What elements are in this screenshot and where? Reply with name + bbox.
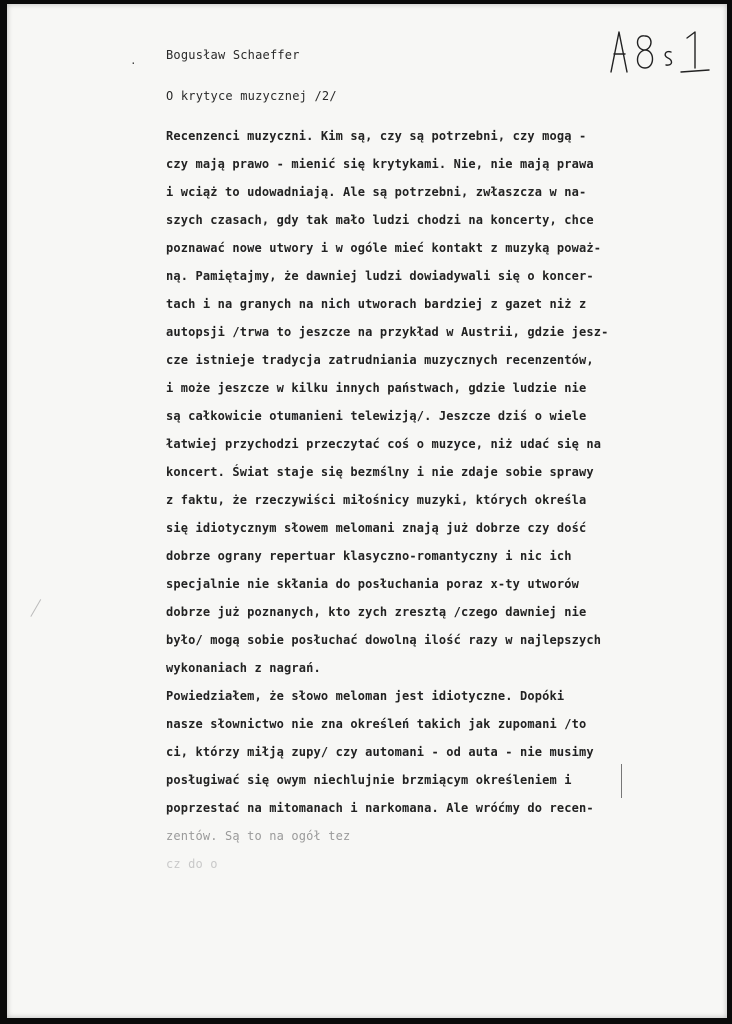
text-line: Recenzenci muzyczni. Kim są, czy są potrzebni, czy mogą -: [166, 129, 587, 143]
text-line: łatwiej przychodzi przeczytać coś o muzyce, niż udać się na: [166, 437, 602, 451]
text-line: cze istnieje tradycja zatrudniania muzycznych recenzentów,: [166, 353, 594, 367]
text-line: szych czasach, gdy tak mało ludzi chodzi na koncerty, chce: [166, 213, 594, 227]
handwritten-annotation-icon: [605, 24, 715, 79]
text-line: poprzestać na mitomanach i narkomana. Ale wróćmy do recen-: [166, 801, 594, 815]
text-line: się idiotycznym słowem melomani znają już dobrze czy dość: [166, 521, 587, 535]
text-line-faded: zentów. Są to na ogół tez: [166, 829, 351, 843]
text-line: specjalnie nie skłania do posłuchania poraz x-ty utworów: [166, 577, 579, 591]
text-line: poznawać nowe utwory i w ogóle mieć kontakt z muzyką poważ-: [166, 241, 602, 255]
body-text: [166, 122, 706, 878]
text-line: są całkowicie otumanieni telewizją/. Jeszcze dziś o wiele: [166, 409, 587, 423]
pencil-mark: [621, 764, 622, 798]
text-line: wykonaniach z nagrań.: [166, 661, 321, 675]
text-line: z faktu, że rzeczywiści miłośnicy muzyki, których określa: [166, 493, 587, 507]
text-line: Powiedziałem, że słowo meloman jest idiotyczne. Dopóki: [166, 689, 565, 703]
author-line: Bogusław Schaeffer: [166, 48, 300, 62]
document-page: [7, 4, 727, 1018]
text-line: i wciąż to udowadniają. Ale są potrzebni, zwłaszcza w na-: [166, 185, 587, 199]
text-line: nasze słownictwo nie zna określeń takich jak zupomani /to: [166, 717, 587, 731]
text-line: posługiwać się owym niechlujnie brzmiącym określeniem i: [166, 773, 572, 787]
text-line: dobrze już poznanych, kto zych zresztą /czego dawniej nie: [166, 605, 587, 619]
text-line: było/ mogą sobie posłuchać dowolną ilość razy w najlepszych: [166, 633, 602, 647]
text-line: dobrze ograny repertuar klasyczno-romantyczny i nic ich: [166, 549, 572, 563]
text-line: autopsji /trwa to jeszcze na przykład w Austrii, gdzie jesz-: [166, 325, 609, 339]
text-line: czy mają prawo - mienić się krytykami. Nie, nie mają prawa: [166, 157, 594, 171]
text-line: koncert. Świat staje się bezmślny i nie zdaje sobie sprawy: [166, 465, 594, 479]
text-line: tach i na granych na nich utworach bardziej z gazet niż z: [166, 297, 587, 311]
text-line: ci, którzy miłją zupy/ czy automani - od auta - nie musimy: [166, 745, 594, 759]
paper-speck: [30, 599, 44, 619]
text-line: i może jeszcze w kilku innych państwach, gdzie ludzie nie: [166, 381, 587, 395]
text-line: ną. Pamiętajmy, że dawniej ludzi dowiadywali się o koncer-: [166, 269, 594, 283]
document-title: O krytyce muzycznej /2/: [166, 89, 337, 103]
margin-bullet: .: [130, 54, 137, 67]
text-line-faded: cz do o: [166, 857, 218, 871]
